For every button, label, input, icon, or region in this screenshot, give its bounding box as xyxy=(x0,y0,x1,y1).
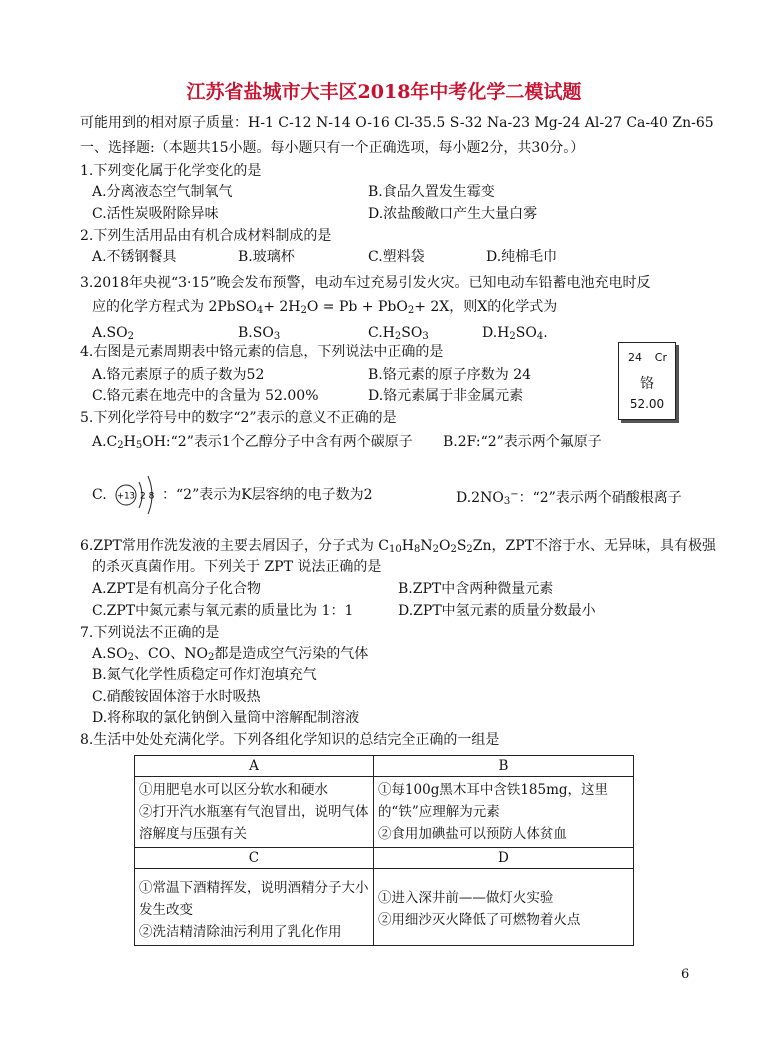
q6-option-a: A.ZPT是有机高分子化合物 xyxy=(92,581,262,597)
q1-stem: 1.下列变化属于化学变化的是 xyxy=(80,163,262,179)
element-name: 铬 xyxy=(640,376,654,392)
q3-option-c: $C.H_2SO_3$ xyxy=(368,325,429,342)
table-cell-b xyxy=(373,777,633,848)
q3-option-d: $D.H_2SO_4$. xyxy=(482,325,548,342)
q4-stem: 4.右图是元素周期表中铬元素的信息，下列说法中正确的是 xyxy=(80,344,444,360)
q7-option-b: B.氮气化学性质稳定可作灯泡填充气 xyxy=(92,667,317,683)
q1-option-a: A.分离液态空气制氧气 xyxy=(92,184,233,200)
table-cell-line: ②用细沙灭火降低了可燃物着火点 xyxy=(377,912,581,928)
table-header-b: B xyxy=(373,756,633,777)
q2-stem: 2.下列生活用品由有机合成材料制成的是 xyxy=(80,228,332,244)
atom-structure-diagram xyxy=(110,470,162,520)
table-header-d: D xyxy=(373,848,633,869)
q5-option-b: B.2F:“2”表示两个氟原子 xyxy=(443,434,602,450)
q7-stem: 7.下列说法不正确的是 xyxy=(80,625,220,641)
q6-stem-line1: 6.ZPT常用作洗发液的主要去屑因子，分子式为 $C_{10}H_8N_2O_2S_2Zn$，ZPT不溶于水、无异味，具有极强 xyxy=(80,538,717,555)
q7-option-c: C.硝酸铵固体溶于水时吸热 xyxy=(92,689,261,705)
page-number: 6 xyxy=(681,967,690,982)
table-cell-line: ②打开汽水瓶塞有气泡冒出，说明气体溶解度与压强有关 xyxy=(139,804,369,842)
q2-option-d: D.纯棉毛巾 xyxy=(486,249,558,265)
table-cell-line: ①常温下酒精挥发，说明酒精分子大小发生改变 xyxy=(139,880,369,918)
q7-option-a: $A.SO_2$、CO、$NO_2$都是造成空气污染的气体 xyxy=(92,646,369,663)
q4-option-a: A.铬元素原子的质子数为52 xyxy=(92,367,265,383)
page-title: 江苏省盐城市大丰区2018年中考化学二模试题 xyxy=(186,81,582,103)
q6-option-b: B.ZPT中含两种微量元素 xyxy=(398,581,554,597)
q2-option-b: B.玻璃杯 xyxy=(238,249,295,265)
q3-stem-line2: 应的化学方程式为 2PbSO$_4$+ $2H_2O = Pb + PbO_2+ 2X$，则X的化学式为 xyxy=(92,299,558,316)
table-cell-line: ①用肥皂水可以区分软水和硬水 xyxy=(139,782,328,798)
q5-stem: 5.下列化学符号中的数字“2”表示的意义不正确的是 xyxy=(80,410,397,426)
q1-option-b: B.食品久置发生霉变 xyxy=(368,184,495,200)
q6-option-c: C.ZPT中氮元素与氧元素的质量比为 1：1 xyxy=(92,603,354,619)
atomic-mass-line: 可能用到的相对原子质量：H-1 C-12 N-14 O-16 Cl-35.5 S-32 Na-23 Mg-24 Al-27 Ca-40 Zn-65 xyxy=(80,115,714,131)
q8-stem: 8.生活中处处充满化学。下列各组化学知识的总结完全正确的一组是 xyxy=(80,732,500,748)
table-cell-line: ②洗洁精清除油污利用了乳化作用 xyxy=(139,924,342,940)
atomic-mass: 52.00 xyxy=(629,397,665,411)
table-header-a: A xyxy=(135,756,374,777)
table-cell-line: ①进入深井前——做灯火实验 xyxy=(377,890,554,906)
table-cell-a xyxy=(135,777,374,848)
q2-option-a: A.不锈钢餐具 xyxy=(92,249,177,265)
q5-option-d: $D.2NO_3^-$：“2”表示两个硝酸根离子 xyxy=(456,489,682,507)
table-cell-line: ②食用加碘盐可以预防人体贫血 xyxy=(377,826,567,842)
q4-option-c: C.铬元素在地壳中的含量为 52.00% xyxy=(92,388,319,404)
knowledge-table xyxy=(134,755,634,946)
q1-option-d: D.浓盐酸敞口产生大量白雾 xyxy=(368,206,538,222)
periodic-table-cell xyxy=(618,342,676,420)
q7-option-d: D.将称取的氯化钠倒入量筒中溶解配制溶液 xyxy=(92,710,360,726)
q3-option-a: $A.SO_2$ xyxy=(92,325,135,342)
q5-option-c-label: C. xyxy=(92,487,107,503)
table-cell-c xyxy=(135,869,374,946)
q1-option-c: C.活性炭吸附除异味 xyxy=(92,206,219,222)
q3-option-b: $B.SO_3$ xyxy=(238,325,281,342)
q6-stem-line2: 的杀灭真菌作用。下列关于 ZPT 说法正确的是 xyxy=(92,559,382,575)
q6-option-d: D.ZPT中氢元素的质量分数最小 xyxy=(398,603,596,619)
atomic-number: 24 xyxy=(628,351,642,364)
q4-option-b: B.铬元素的原子序数为 24 xyxy=(368,367,532,383)
q3-stem-line1: 3.2018年央视“3·15”晚会发布预警，电动车过充易引发火灾。已知电动车铅蓄电池充电时反 xyxy=(80,275,651,291)
element-symbol: Cr xyxy=(654,351,667,364)
table-header-c: C xyxy=(135,848,374,869)
q5-option-c-text: ：“2”表示为K层容纳的电子数为2 xyxy=(162,487,373,503)
q2-option-c: C.塑料袋 xyxy=(368,249,425,265)
table-cell-line: ①每100g黑木耳中含铁185mg，这里的“铁”应理解为元素 xyxy=(377,782,609,820)
q5-option-a: $A.C_2H_5OH:“2$”表示1个乙醇分子中含有两个碳原子 xyxy=(92,434,413,451)
table-cell-d xyxy=(373,869,633,946)
shell-electrons: 2 8 xyxy=(140,491,155,502)
section-heading: 一、选择题:（本题共15小题。每小题只有一个正确选项，每小题2分，共30分。） xyxy=(80,140,585,156)
q4-option-d: D.铬元素属于非金属元素 xyxy=(368,388,524,404)
nucleus-charge: +13 xyxy=(117,491,135,502)
